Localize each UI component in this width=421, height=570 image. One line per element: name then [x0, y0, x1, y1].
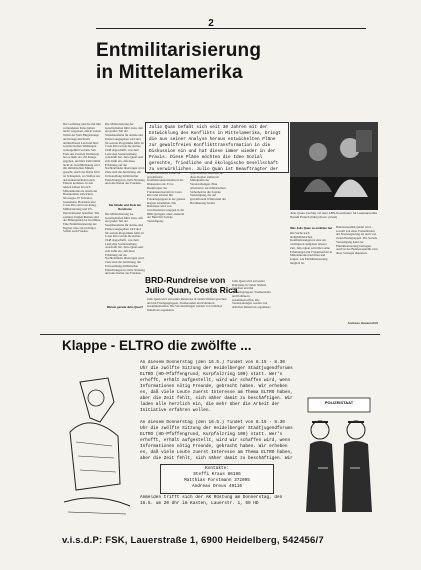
column-2-text: Die Militarisierung der Gesellschaften führt dazu, daß ein großer Teil der Staatshaushalte für Armee und Polizei ausgegeben wird und für soziale Programme fehlt. In Costa Rica wurde die Armee 1948 abgeschafft, was dem Land eine Sonderstellung verschafft hat. Julio Quan setzt sich dafür ein, daß diese Erfahrung auf die Nachbarländer übertragen wird. Ziele sind die Abrüstung, die Umwandlung militärischer Einrichtungen in zivile Nutzung und eine Kultur des Friedens. [105, 123, 145, 186]
cartoon-illustration-left [60, 372, 138, 522]
rundreise-text-2: Julio Quan wird auf seiner Rundreise in vielen Städten sprechen und mit Friedensgruppen, Studierenden und Politikern zusammentreffen. Die Veranstaltungen werden von örtlichen Initiativen organisiert. [232, 280, 272, 309]
photo-caption: Julio Quan (rechts) mit dem ARS-Koordinator für Lateinamerika Harald Pötsch (links) (Foto: privat) [290, 212, 377, 219]
author-signature: Andreas Hasaeschitl [347, 321, 378, 325]
kontakt-line-2: Matthias Forstmann 372095 [184, 478, 250, 483]
imprint-footer: v.i.s.d.P: FSK, Lauerstraße 1, 6900 Heidelberg, 542456/7 [62, 535, 324, 546]
top-rule [96, 28, 366, 29]
article-column-6 [336, 226, 378, 332]
column-2-subhead: Die Inhalte und Ziele der Rundreise [108, 203, 142, 211]
eltro-text: An diesem Donnerstag (den 16.5.) findet von 8.15 - 8.30 Uhr die zwölfte Sitzung der Heidelberger Stadtjugendforums ELTRO (HD-Pfaffengrund, Kurpfalzring 100) statt. Wer's erhofft, erhält aufgestellt, wird wir schaffen wird, wenn Informationen nötig Freunde, gebracht haben. Wir erheben es, daß viele Leute zuerst Interesse am Thema ELTRO haben, aber die Zeit fehlt, sich näher damit zu beschäftigen. Wir laden alle herzlich ein, die mehr über die Arbeit der Initiative erfahren wollen. [140, 360, 293, 413]
eltro-footer-text: Anmelden trifft sich der AK Rüstung am Donnerstag, den 16.5. um 20 Uhr im Kasten, Lauerstr. 1, 69 HD [140, 495, 283, 506]
headline-line-1: Entmilitarisierung [96, 40, 262, 61]
article-column-5 [290, 226, 332, 328]
kontakt-box [160, 464, 274, 494]
column-2-question: Warum gerade Julio Quan? [106, 305, 144, 309]
cartoon-illustration-right [298, 372, 380, 522]
kontakt-line-1: Steffi Kraus 86196 [193, 472, 241, 477]
poster-sign-text: POLIZEISTAAT [324, 400, 354, 405]
section-divider [40, 334, 380, 335]
eltro-headline: Klappe - ELTRO die zwölfte ... [62, 338, 252, 353]
page-number: 2 [208, 18, 214, 29]
column-6-text: Bundesrepublik gehört wird – sowohl von einer Tranzmission der Staatsregierung als auch von vielen Basisgruppen. Die Soziale Verteidigung kann zur Entmilitarisierung beitragen. Auch in der Bundesrepublik wird diese Strategie diskutiert. [336, 226, 378, 255]
julio-quan-photo [290, 122, 378, 210]
intro-box: Julio Quan befaßt sich seit 30 Jahren mit der Entwicklung des Konflikts in Mittelamerika, bringt die aus seiner Analyse heraus entwickelten Pläne zur gewaltfreien Konflikttransformation in die Diskussion ein und hat diese immer wieder in der Praxis. Diese Pläne möchten die Idee Sozial gerechte, friedliche und ökologische Gesellschaft zu verwirklichen. Julio Quan ist Beauftragter der [145, 122, 289, 173]
rundreise-line-1: BRD-Rundreise von [145, 275, 226, 285]
kontakt-line-3: Andreas Dreus 49116 [191, 484, 243, 489]
column-5-text: Die Suche nach nichtmilitärischen Konfliktlösungen ist eine der wichtigsten Aufgaben unserer Zeit. Julio Quan wird über seine Erfahrungen mit Friedensarbeit in Mittelamerika berichten und zeigen, wie Entmilitarisierung möglich ist. [290, 232, 332, 265]
rundreise-line-2: Julio Quan, Costa Rica [145, 285, 238, 295]
rundreise-text: Julio Quan wird auf seiner Rundreise in vielen Städten sprechen und mit Friedensgruppen, Studierenden und Politikern zusammentreffen. Die Veranstaltungen werden von örtlichen Initiativen organisiert. [147, 298, 227, 313]
article-column-2 [105, 123, 145, 328]
headline-line-2: in Mittelamerika [96, 62, 243, 83]
article-column-1: Der Golfkrieg und die mit ihm verbundenen Krise haben leicht vergessen, daß in weiten Teilen der Welt Bürgerkriege und Kriege mit ihrem unmittelbaren Leid und ihrer zerstörerischen Wirkungen weitergeführt werden. Seit Ende des Zweiten Weltkriegs hat es mehr als 150 Kriege gegeben, und ihre Zahl nimmt nicht ab. Konfliktlösung wird mit militärischen Mitteln gesucht. Auch die Dritte Welt ist Schauplatz, wo Waffen aus den Industrieländern zum Einsatz kommen. In den letzten Jahren hat sich Mittelamerika zu einem der Brennpunkte entwickelt, Nicaragua, El Salvador, Guatemala, Honduras und Costa Rica sind von Krieg, Militarisierung und US-Interventionen betroffen. Die sozialen Ungleichheiten sind der Hintergrund der Konflikte. Eine Entmilitarisierung der Region wäre ein wichtiger Schritt zum Frieden. [63, 123, 102, 234]
column-5-question: Was Julio Quan zu erzählen hat [290, 226, 332, 230]
kontakt-title: Kontakte: [205, 466, 229, 471]
article-headline [96, 40, 366, 84]
column-2-text-continued: Die Militarisierung der Gesellschaften führt dazu, daß ein großer Teil der Staatshaushalte für Armee und Polizei ausgegeben wird und für soziale Programme fehlt. In Costa Rica wurde die Armee 1948 abgeschafft, was dem Land eine Sonderstellung verschafft hat. Julio Quan setzt sich dafür ein, daß diese Erfahrung auf die Nachbarländer übertragen wird. Ziele sind die Abrüstung, die Umwandlung militärischer Einrichtungen in zivile Nutzung und eine Kultur des Friedens. [105, 213, 145, 276]
article-column-4: Quellenmenschenkritik für diese Region stehen im Mittelpunkt der Veranstaltungen. Eine Alternative zur militärischen Sicherheit ist die Soziale Verteidigung, die auf gewaltfreiem Widerstand der Bevölkerung beruht. [190, 172, 226, 205]
article-column-3: entmilitarisierten Pläne zur gewaltfreien Konflikttransformation in die Diskussion ein. Er ist Beauftragter der Friedensuniversität in Costa Rica und arbeitet mit Friedensgruppen in der ganzen Region zusammen. Die Rundreise wird von verschiedenen Gruppen in der BRD getragen, unter anderem der Bund für Soziale Verteidigung. [147, 172, 186, 224]
eltro-text-continued: An diesem Donnerstag (den 16.5.) findet von 8.15 - 8.30 Uhr die zwölfte Sitzung der Heidelberger Stadtjugendforums ELTRO (HD-Pfaffengrund, Kurpfalzring 100) statt. Wer's erhofft, erhält aufgestellt, wird wir schaffen wird, wenn Informationen nötig Freunde, gebracht haben. Wir erheben es, daß viele Leute zuerst Interesse am Thema ELTRO haben, aber die Zeit fehlt, sich näher damit zu beschäftigen. Wir [140, 420, 293, 460]
